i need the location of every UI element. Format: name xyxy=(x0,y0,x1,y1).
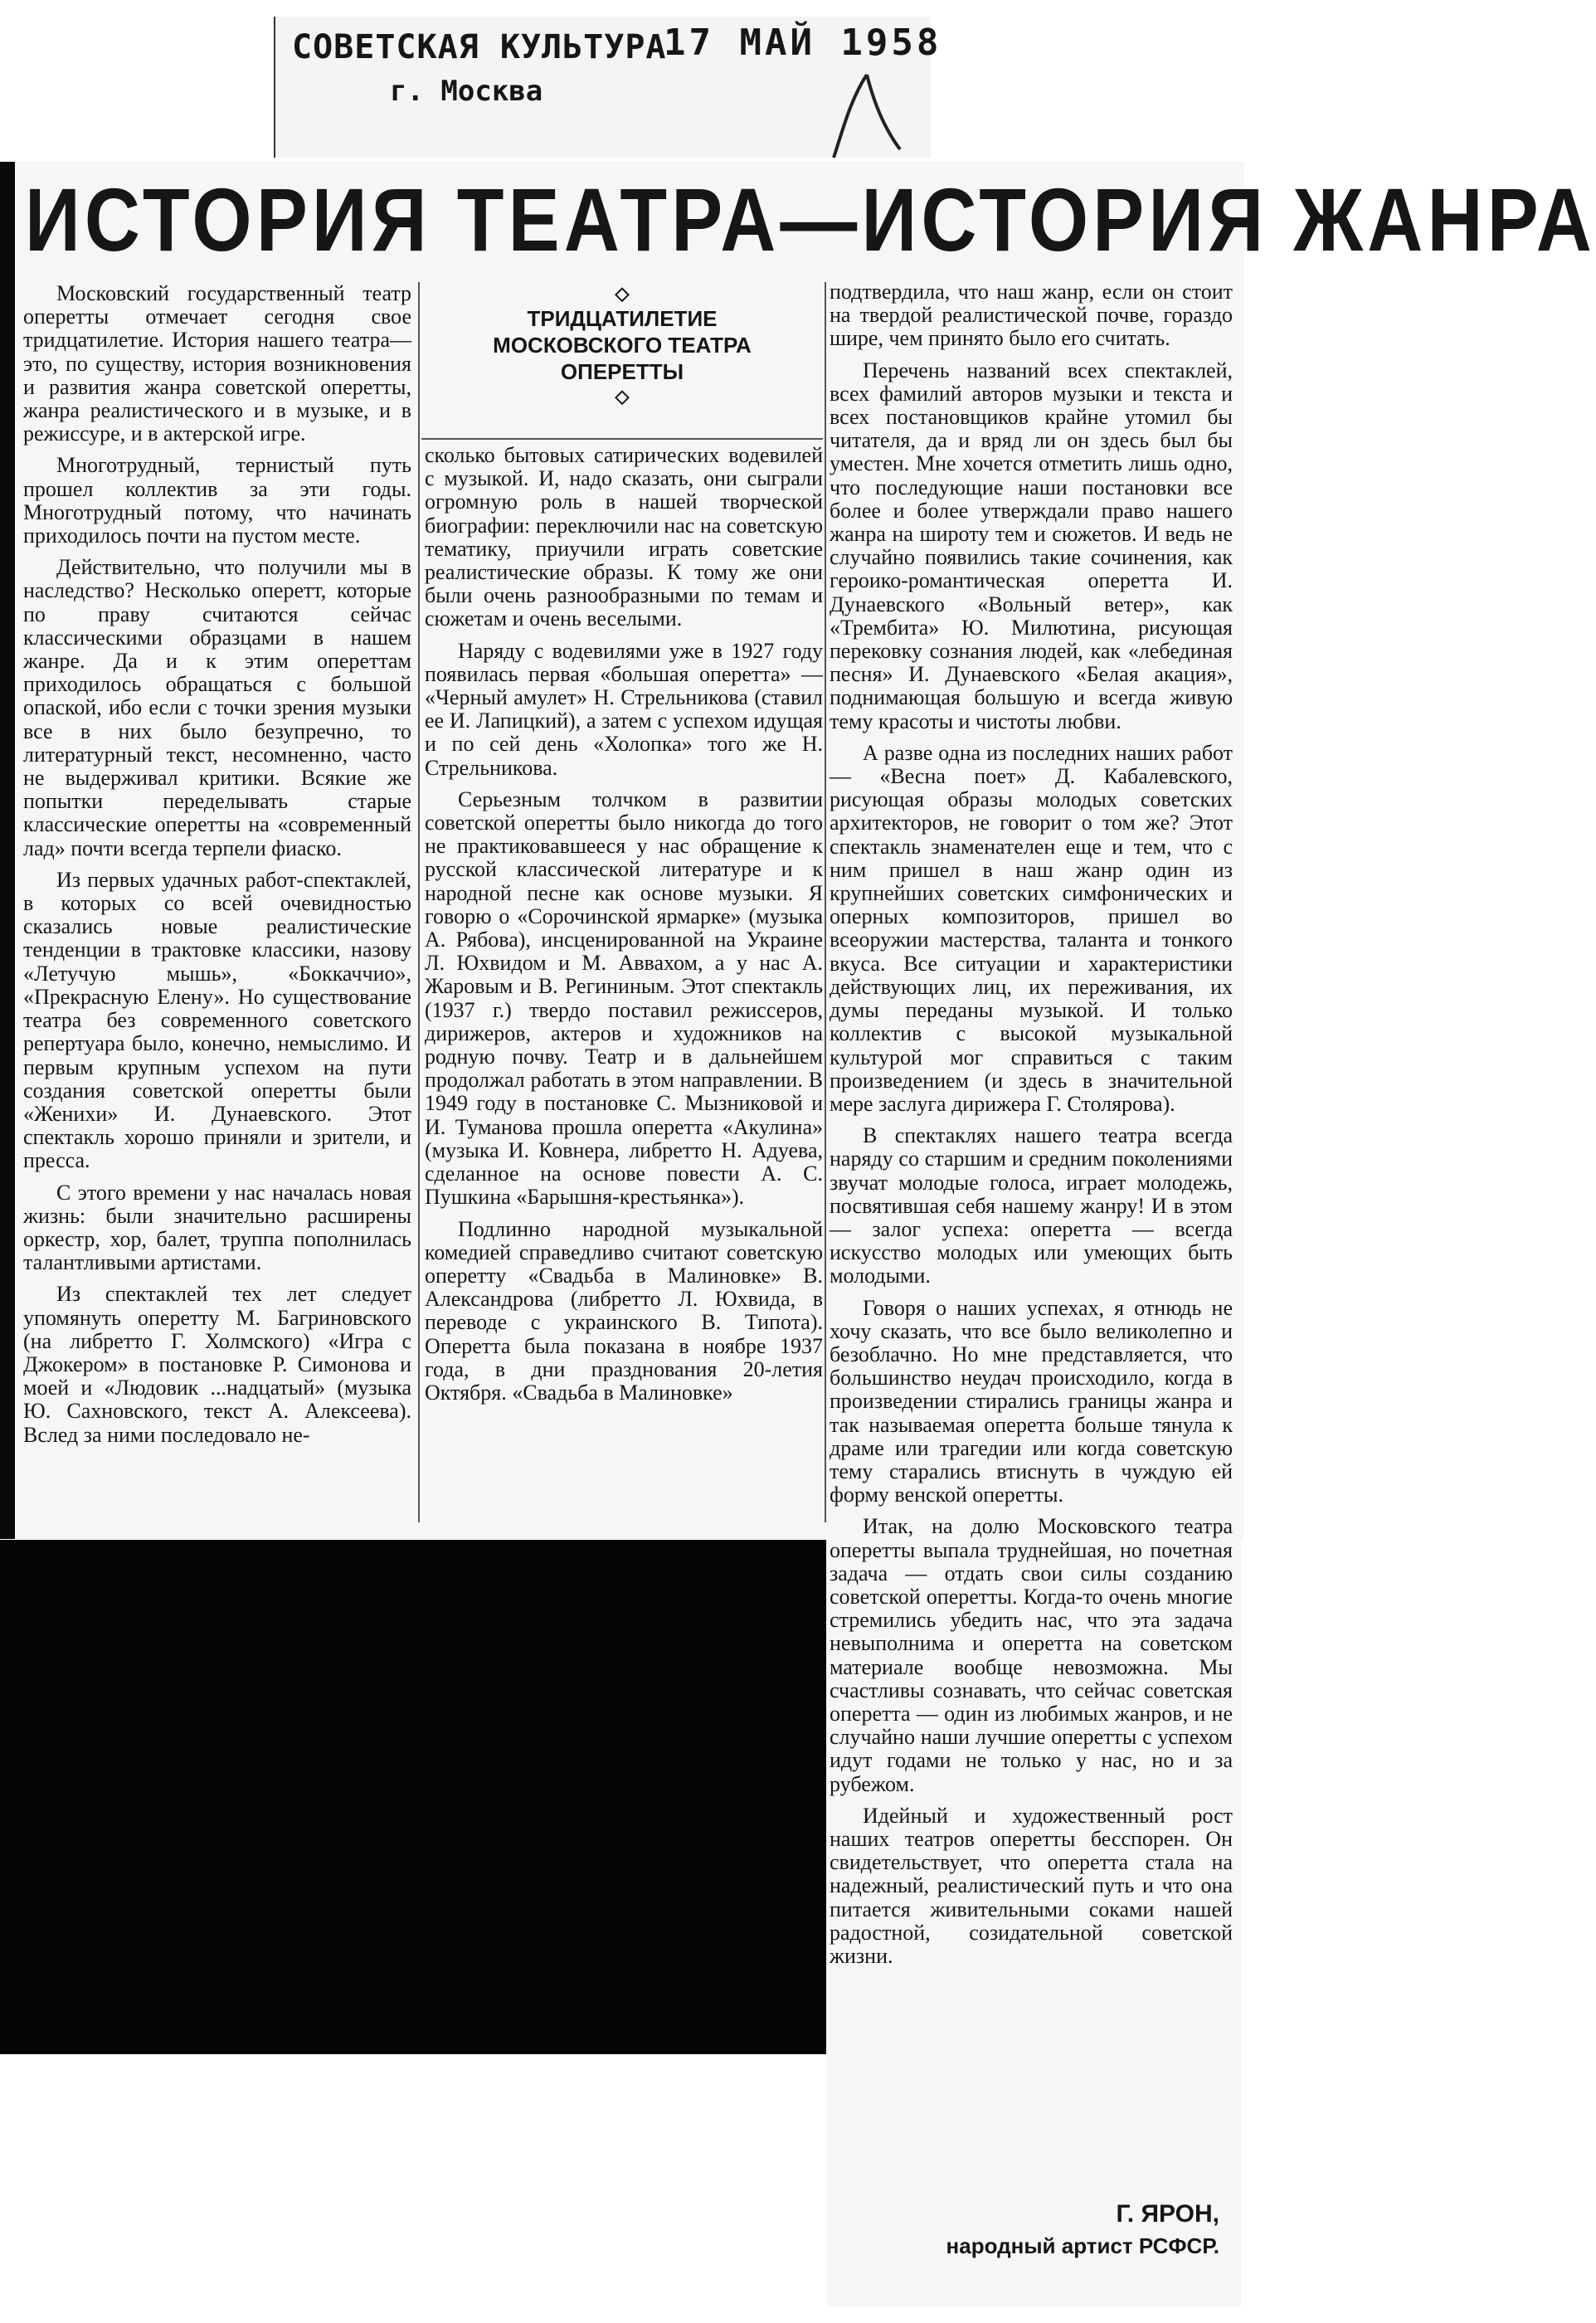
publication-date: 17 МАЙ 1958 xyxy=(664,22,942,64)
rubric-line-2: МОСКОВСКОГО ТЕАТРА xyxy=(493,333,752,358)
rubric-line-3: ОПЕРЕТТЫ xyxy=(560,359,684,384)
article-column-1 xyxy=(23,282,411,1455)
article-column-3 xyxy=(830,280,1233,1976)
paragraph: Наряду с водевилями уже в 1927 году появилась первая «большая оперетта» — «Черный амулет» Н. Стрельникова (ставил ее И. Лапицкий), а затем с успехом идущая и по сей день «Холопка» того же Н. Стрельникова. xyxy=(425,638,823,780)
author-signature: Г. ЯРОН, xyxy=(1116,2200,1219,2228)
paragraph: Серьезным толчком в развитии советской оперетты было никогда до того не практиковавшееся у нас обращение к русской классической литературе и к народной песне как основе музыки. Я говорю о «Сорочинской ярмарке» (музыка А. Рябова), инсценированной на Украине Л. Юхвидом и М. Аввахом, а у нас А. Жаровым и В. Регининым. Этот спектакль (1937 г.) твердо поставил режиссеров, дирижеров, актеров и художников на родную почву. Театр и в дальнейшем продолжал работать в этом направлении. В 1949 году в постановке С. Мызниковой и И. Туманова прошла оперетта «Акулина» (музыка И. Ковнера, либретто Н. Адуева, сделанное на основе повести А. С. Пушкина «Барышня-крестьянка»). xyxy=(425,787,823,1210)
column-divider xyxy=(825,282,826,1522)
paragraph: подтвердила, что наш жанр, если он стоит на твердой реалистической почве, гораздо шире, чем принято было его считать. xyxy=(830,280,1233,351)
diamond-ornament-icon: ◇ xyxy=(615,283,630,304)
paragraph: Итак, на долю Московского театра оперетты выпала труднейшая, но почетная задача — отдать свои силы созданию советской оперетты. Когда-то очень многие стремились убедить нас, что эта задача невыполнима и оперетта на советском материале вообще невозможна. Мы счастливы сознавать, что сейчас советская оперетта — один из любимых жанров, и не случайно наши лучшие оперетты с успехом идут годами не только у нас, но и за рубежом. xyxy=(830,1514,1233,1796)
rubric-divider xyxy=(421,438,823,440)
paragraph: Перечень названий всех спектаклей, всех фамилий авторов музыки и текста и всех постановщиков крайне утомил бы читателя, да и вряд ли он здесь был бы уместен. Мне хочется отметить лишь одно, что последующие наши постановки все более и более утверждали право нашего жанра на широту тем и сюжетов. И ведь не случайно появились такие сочинения, как героико-романтическая оперетта И. Дунаевского «Вольный ветер», как «Трембита» Ю. Милютина, рисующая перековку сознания людей, как «лебединая песня» И. Дунаевского «Белая акация», поднимающая большую и всегда живую тему красоты и чистоты любви. xyxy=(830,358,1233,733)
paragraph: Подлинно народной музыкальной комедией справедливо считают советскую оперетту «Свадьба в Малиновке» В. Александрова (либретто Л. Юхвида, в переводе с украинского В. Типота). Оперетта была показана в ноябре 1937 года, в дни празднования 20-летия Октября. «Свадьба в Малиновке» xyxy=(425,1216,823,1405)
paragraph: С этого времени у нас началась новая жизнь: были значительно расширены оркестр, хор, балет, труппа пополнилась талантливыми артистами. xyxy=(23,1180,411,1275)
author-title: народный артист РСФСР. xyxy=(946,2233,1219,2258)
paragraph: Действительно, что получили мы в наследство? Несколько оперетт, которые по праву считаются сейчас классическими образцами в нашем жанре. Да и к этим опереттам приходилось обращаться с большой опаской, ибо если с точки зрения музыки все в них было безупречно, то литературный текст, несомненно, часто не выдерживал критики. Всякие же попытки переделывать старые классические оперетты на «современный лад» почти всегда терпели фиаско. xyxy=(23,555,411,860)
paragraph: Из первых удачных работ-спектаклей, в которых со всей очевидностью сказались новые реалистические тенденции в трактовке классики, назову «Летучую мышь», «Боккаччио», «Прекрасную Елену». Но существование театра без современного советского репертуара было, конечно, немыслимо. И первым крупным успехом на пути создания советской оперетты были «Женихи» И. Дунаевского. Этот спектакль хорошо приняли и зрители, и пресса. xyxy=(23,867,411,1173)
paragraph: Идейный и художественный рост наших театров оперетты бесспорен. Он свидетельствует, что оперетта стала на надежный, реалистический путь и что она питается живительными соками нашей радостной, созидательной советской жизни. xyxy=(830,1803,1233,1969)
column-divider xyxy=(418,282,420,1522)
newspaper-name: СОВЕТСКАЯ КУЛЬТУРА xyxy=(292,28,667,66)
scan-left-edge xyxy=(0,162,15,1539)
paragraph: А разве одна из последних наших работ — «Весна поет» Д. Кабалевского, рисующая образы молодых советских архитекторов, не говорит о том же? Этот спектакль знаменателен еще и тем, что с ним пришел в наш жанр один из крупнейших советских симфонических и оперных композиторов, пришел во всеоружии мастерства, таланта и тонкого вкуса. Все ситуации и характеристики действующих лиц, их переживания, их думы переданы музыкой. И только коллектив с высокой музыкальной культурой мог справиться с таким произведением (и здесь в значительной мере заслуга дирижера Г. Столярова). xyxy=(830,740,1233,1116)
paragraph: Говоря о наших успехах, я отнюдь не хочу сказать, что все было великолепно и безоблачно. Но мне представляется, что большинство неудач происходило, когда в произведении стирались границы жанра и так называемая оперетта больше тянула к драме или трагедии или когда советскую тему старались втиснуть в чуждую ей форму венской оперетты. xyxy=(830,1295,1233,1507)
rubric-line-1: ТРИДЦАТИЛЕТИЕ xyxy=(527,306,718,331)
handwritten-mark-icon xyxy=(817,66,917,166)
scan-empty-area xyxy=(0,1540,830,2054)
paragraph: В спектаклях нашего театра всегда наряду со старшим и средним поколениями звучат молодые голоса, играет молодежь, посвятившая себя нашему жанру! И в этом — залог успеха: оперетта — всегда искусство молодых или умеющих быть молодыми. xyxy=(830,1123,1233,1288)
paragraph: Многотрудный, тернистый путь прошел коллектив за эти годы. Многотрудный потому, что начинать приходилось почти на пустом месте. xyxy=(23,453,411,548)
article-headline: ИСТОРИЯ ТЕАТРА—ИСТОРИЯ ЖАНРА xyxy=(25,169,1596,270)
article-column-2 xyxy=(425,444,823,1413)
paragraph: Из спектаклей тех лет следует упомянуть оперетту М. Багриновского (на либретто Г. Холмского) «Игра с Джокером» в постановке Р. Симонова и моей и «Людовик ...надцатый» (музыка Ю. Сахновского, текст А. Алексеева). Вслед за ними последовало не- xyxy=(23,1282,411,1447)
article-rubric xyxy=(431,282,813,408)
paragraph: Московский государственный театр оперетты отмечает сегодня свое тридцатилетие. История нашего театра—это, по существу, история возникновения и развития жанра советской оперетты, жанра реалистического и в музыке, и в режиссуре, и в актерской игре. xyxy=(23,281,411,446)
diamond-ornament-icon: ◇ xyxy=(615,386,630,407)
newspaper-city: г. Москва xyxy=(390,75,543,108)
paragraph: сколько бытовых сатирических водевилей с музыкой. И, надо сказать, они сыграли огромную роль в нашей творческой биографии: переключили нас на советскую тематику, приучили играть советские реалистические образы. К тому же они были очень разнообразными по темам и сюжетам и очень веселыми. xyxy=(425,443,823,631)
